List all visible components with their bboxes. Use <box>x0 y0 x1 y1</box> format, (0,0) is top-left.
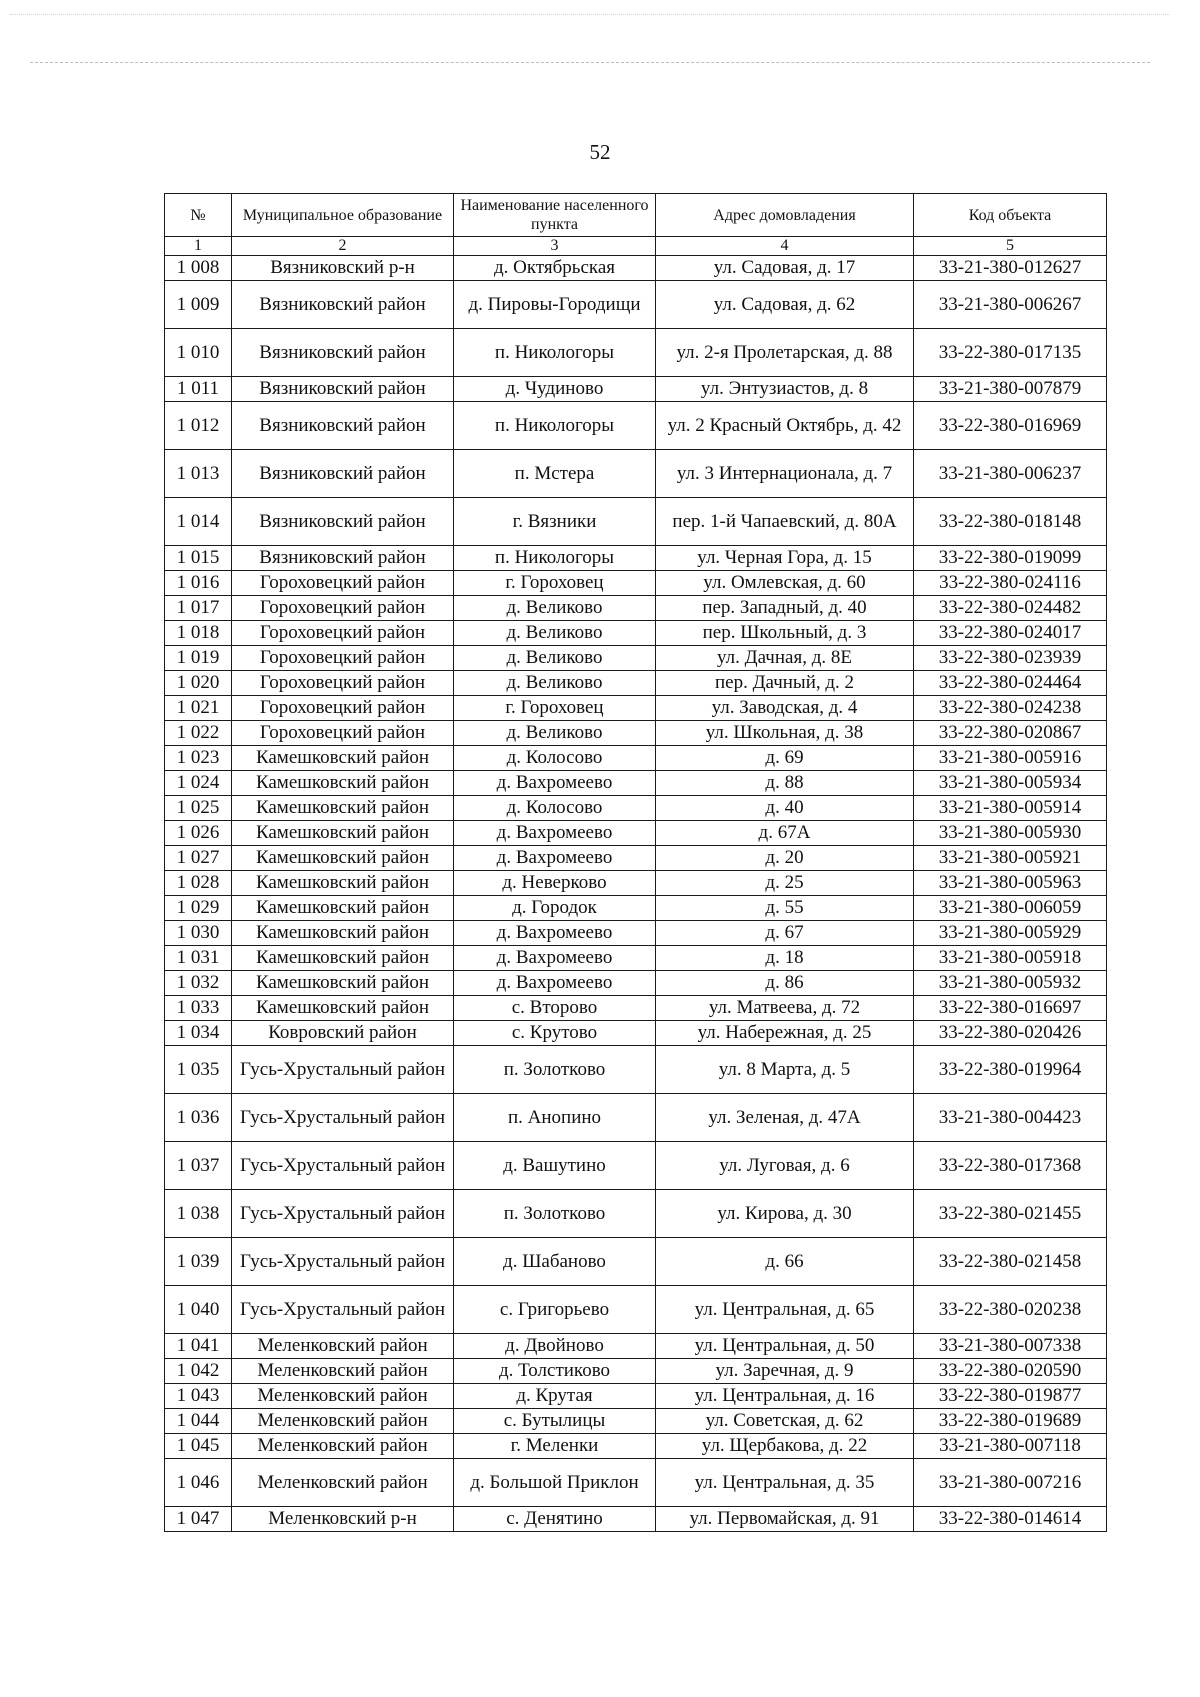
address-cell: пер. Школьный, д. 3 <box>656 621 914 646</box>
address-cell: ул. Центральная, д. 50 <box>656 1334 914 1359</box>
object-code-cell: 33-21-380-007216 <box>914 1459 1107 1507</box>
settlement-cell: г. Вязники <box>454 498 656 546</box>
table-row <box>165 721 1107 746</box>
object-code-cell: 33-22-380-017135 <box>914 329 1107 377</box>
address-cell: д. 67А <box>656 821 914 846</box>
address-cell: ул. Центральная, д. 16 <box>656 1384 914 1409</box>
object-code-cell: 33-22-380-019964 <box>914 1046 1107 1094</box>
table-row <box>165 1094 1107 1142</box>
object-code-cell: 33-22-380-017368 <box>914 1142 1107 1190</box>
municipality-cell: Гусь-Хрустальный район <box>232 1094 454 1142</box>
row-number-cell: 1 044 <box>165 1409 232 1434</box>
address-cell: ул. Центральная, д. 35 <box>656 1459 914 1507</box>
object-code-cell: 33-21-380-005916 <box>914 746 1107 771</box>
page-number: 52 <box>589 140 611 164</box>
row-number-cell: 1 034 <box>165 1021 232 1046</box>
object-code-cell: 33-21-380-006267 <box>914 281 1107 329</box>
municipality-cell: Камешковский район <box>232 746 454 771</box>
settlement-cell: д. Вахромеево <box>454 921 656 946</box>
municipality-cell: Гороховецкий район <box>232 721 454 746</box>
row-number-cell: 1 014 <box>165 498 232 546</box>
row-number-cell: 1 012 <box>165 402 232 450</box>
object-code-cell: 33-22-380-021458 <box>914 1238 1107 1286</box>
row-number-cell: 1 020 <box>165 671 232 696</box>
settlement-cell: д. Октябрьская <box>454 256 656 281</box>
row-number-cell: 1 021 <box>165 696 232 721</box>
table-row <box>165 1359 1107 1384</box>
object-code-cell: 33-21-380-005934 <box>914 771 1107 796</box>
object-code-cell: 33-22-380-020867 <box>914 721 1107 746</box>
settlement-cell: г. Меленки <box>454 1434 656 1459</box>
row-number-cell: 1 033 <box>165 996 232 1021</box>
settlement-cell: д. Толстиково <box>454 1359 656 1384</box>
address-cell: ул. Матвеева, д. 72 <box>656 996 914 1021</box>
column-number: 1 <box>165 237 232 256</box>
settlement-cell: с. Денятино <box>454 1507 656 1532</box>
table-row <box>165 696 1107 721</box>
row-number-cell: 1 037 <box>165 1142 232 1190</box>
table-row <box>165 256 1107 281</box>
register-table <box>164 193 1107 1532</box>
header-municipality: Муниципальное образование <box>232 194 454 237</box>
row-number-cell: 1 031 <box>165 946 232 971</box>
address-cell: д. 67 <box>656 921 914 946</box>
row-number-cell: 1 022 <box>165 721 232 746</box>
settlement-cell: д. Вахромеево <box>454 821 656 846</box>
row-number-cell: 1 013 <box>165 450 232 498</box>
address-cell: ул. Центральная, д. 65 <box>656 1286 914 1334</box>
municipality-cell: Меленковский район <box>232 1459 454 1507</box>
object-code-cell: 33-21-380-005921 <box>914 846 1107 871</box>
table-row <box>165 796 1107 821</box>
table-row <box>165 329 1107 377</box>
table-row <box>165 621 1107 646</box>
address-cell: ул. Дачная, д. 8Е <box>656 646 914 671</box>
object-code-cell: 33-22-380-019877 <box>914 1384 1107 1409</box>
row-number-cell: 1 017 <box>165 596 232 621</box>
table-row <box>165 1142 1107 1190</box>
settlement-cell: д. Пировы-Городищи <box>454 281 656 329</box>
object-code-cell: 33-21-380-005918 <box>914 946 1107 971</box>
settlement-cell: д. Городок <box>454 896 656 921</box>
settlement-cell: д. Вахромеево <box>454 946 656 971</box>
table-row <box>165 1021 1107 1046</box>
object-code-cell: 33-21-380-005932 <box>914 971 1107 996</box>
settlement-cell: г. Гороховец <box>454 696 656 721</box>
object-code-cell: 33-21-380-012627 <box>914 256 1107 281</box>
object-code-cell: 33-22-380-024238 <box>914 696 1107 721</box>
address-cell: ул. 2 Красный Октябрь, д. 42 <box>656 402 914 450</box>
object-code-cell: 33-22-380-018148 <box>914 498 1107 546</box>
object-code-cell: 33-21-380-007879 <box>914 377 1107 402</box>
row-number-cell: 1 030 <box>165 921 232 946</box>
row-number-cell: 1 038 <box>165 1190 232 1238</box>
object-code-cell: 33-21-380-005963 <box>914 871 1107 896</box>
municipality-cell: Камешковский район <box>232 921 454 946</box>
settlement-cell: д. Колосово <box>454 796 656 821</box>
table-row <box>165 946 1107 971</box>
settlement-cell: д. Колосово <box>454 746 656 771</box>
settlement-cell: г. Гороховец <box>454 571 656 596</box>
table-row <box>165 377 1107 402</box>
address-cell: ул. Заводская, д. 4 <box>656 696 914 721</box>
object-code-cell: 33-22-380-020238 <box>914 1286 1107 1334</box>
address-cell: д. 69 <box>656 746 914 771</box>
row-number-cell: 1 015 <box>165 546 232 571</box>
settlement-cell: п. Мстера <box>454 450 656 498</box>
municipality-cell: Вязниковский р-н <box>232 256 454 281</box>
object-code-cell: 33-22-380-019689 <box>914 1409 1107 1434</box>
address-cell: д. 66 <box>656 1238 914 1286</box>
row-number-cell: 1 027 <box>165 846 232 871</box>
table-row <box>165 746 1107 771</box>
table-row <box>165 1459 1107 1507</box>
address-cell: ул. Энтузиастов, д. 8 <box>656 377 914 402</box>
settlement-cell: д. Великово <box>454 621 656 646</box>
settlement-cell: п. Золотково <box>454 1190 656 1238</box>
settlement-cell: д. Вахромеево <box>454 971 656 996</box>
table-row <box>165 1046 1107 1094</box>
row-number-cell: 1 045 <box>165 1434 232 1459</box>
object-code-cell: 33-21-380-004423 <box>914 1094 1107 1142</box>
scan-artifact-line <box>30 62 1150 63</box>
table-row <box>165 921 1107 946</box>
row-number-cell: 1 042 <box>165 1359 232 1384</box>
settlement-cell: д. Вахромеево <box>454 846 656 871</box>
address-cell: ул. Луговая, д. 6 <box>656 1142 914 1190</box>
row-number-cell: 1 047 <box>165 1507 232 1532</box>
municipality-cell: Меленковский район <box>232 1384 454 1409</box>
table-row <box>165 450 1107 498</box>
address-cell: д. 18 <box>656 946 914 971</box>
table-row <box>165 1190 1107 1238</box>
settlement-cell: п. Анопино <box>454 1094 656 1142</box>
settlement-cell: д. Великово <box>454 671 656 696</box>
row-number-cell: 1 028 <box>165 871 232 896</box>
settlement-cell: д. Вахромеево <box>454 771 656 796</box>
table-row <box>165 996 1107 1021</box>
object-code-cell: 33-22-380-020590 <box>914 1359 1107 1384</box>
row-number-cell: 1 043 <box>165 1384 232 1409</box>
municipality-cell: Меленковский р-н <box>232 1507 454 1532</box>
settlement-cell: с. Григорьево <box>454 1286 656 1334</box>
address-cell: ул. Первомайская, д. 91 <box>656 1507 914 1532</box>
object-code-cell: 33-22-380-014614 <box>914 1507 1107 1532</box>
address-cell: ул. Зеленая, д. 47А <box>656 1094 914 1142</box>
table-row <box>165 871 1107 896</box>
settlement-cell: д. Чудиново <box>454 377 656 402</box>
object-code-cell: 33-22-380-016697 <box>914 996 1107 1021</box>
settlement-cell: д. Двойново <box>454 1334 656 1359</box>
settlement-cell: д. Великово <box>454 646 656 671</box>
municipality-cell: Гусь-Хрустальный район <box>232 1190 454 1238</box>
header-row <box>165 194 1107 237</box>
object-code-cell: 33-22-380-021455 <box>914 1190 1107 1238</box>
address-cell: пер. Дачный, д. 2 <box>656 671 914 696</box>
municipality-cell: Камешковский район <box>232 771 454 796</box>
row-number-cell: 1 018 <box>165 621 232 646</box>
object-code-cell: 33-21-380-005930 <box>914 821 1107 846</box>
municipality-cell: Меленковский район <box>232 1409 454 1434</box>
municipality-cell: Камешковский район <box>232 796 454 821</box>
object-code-cell: 33-21-380-006237 <box>914 450 1107 498</box>
address-cell: ул. Омлевская, д. 60 <box>656 571 914 596</box>
row-number-cell: 1 039 <box>165 1238 232 1286</box>
municipality-cell: Ковровский район <box>232 1021 454 1046</box>
header-address: Адрес домовладения <box>656 194 914 237</box>
row-number-cell: 1 019 <box>165 646 232 671</box>
table-row <box>165 1507 1107 1532</box>
table-row <box>165 771 1107 796</box>
municipality-cell: Камешковский район <box>232 946 454 971</box>
object-code-cell: 33-22-380-020426 <box>914 1021 1107 1046</box>
table-row <box>165 498 1107 546</box>
address-cell: ул. Садовая, д. 17 <box>656 256 914 281</box>
settlement-cell: с. Крутово <box>454 1021 656 1046</box>
header-code: Код объекта <box>914 194 1107 237</box>
table-row <box>165 281 1107 329</box>
table-row <box>165 596 1107 621</box>
municipality-cell: Гороховецкий район <box>232 621 454 646</box>
municipality-cell: Вязниковский район <box>232 377 454 402</box>
row-number-cell: 1 026 <box>165 821 232 846</box>
municipality-cell: Вязниковский район <box>232 329 454 377</box>
object-code-cell: 33-21-380-005929 <box>914 921 1107 946</box>
address-cell: пер. Западный, д. 40 <box>656 596 914 621</box>
municipality-cell: Гороховецкий район <box>232 596 454 621</box>
object-code-cell: 33-22-380-023939 <box>914 646 1107 671</box>
column-number: 3 <box>454 237 656 256</box>
municipality-cell: Гусь-Хрустальный район <box>232 1286 454 1334</box>
municipality-cell: Камешковский район <box>232 871 454 896</box>
table-row <box>165 971 1107 996</box>
column-number: 2 <box>232 237 454 256</box>
table-row <box>165 1409 1107 1434</box>
municipality-cell: Вязниковский район <box>232 450 454 498</box>
settlement-cell: п. Золотково <box>454 1046 656 1094</box>
municipality-cell: Меленковский район <box>232 1334 454 1359</box>
address-cell: ул. Советская, д. 62 <box>656 1409 914 1434</box>
table-row <box>165 671 1107 696</box>
municipality-cell: Гусь-Хрустальный район <box>232 1046 454 1094</box>
object-code-cell: 33-21-380-005914 <box>914 796 1107 821</box>
address-cell: пер. 1-й Чапаевский, д. 80А <box>656 498 914 546</box>
table-row <box>165 1286 1107 1334</box>
table-row <box>165 821 1107 846</box>
row-number-cell: 1 029 <box>165 896 232 921</box>
settlement-cell: д. Большой Приклон <box>454 1459 656 1507</box>
object-code-cell: 33-22-380-024116 <box>914 571 1107 596</box>
row-number-cell: 1 024 <box>165 771 232 796</box>
scan-artifact-top <box>10 14 1170 15</box>
object-code-cell: 33-21-380-006059 <box>914 896 1107 921</box>
municipality-cell: Гороховецкий район <box>232 646 454 671</box>
object-code-cell: 33-22-380-024464 <box>914 671 1107 696</box>
settlement-cell: п. Никологоры <box>454 329 656 377</box>
municipality-cell: Камешковский район <box>232 821 454 846</box>
header-settlement: Наименование населенного пункта <box>454 194 656 237</box>
row-number-cell: 1 032 <box>165 971 232 996</box>
settlement-cell: с. Бутылицы <box>454 1409 656 1434</box>
municipality-cell: Вязниковский район <box>232 281 454 329</box>
address-cell: ул. 2-я Пролетарская, д. 88 <box>656 329 914 377</box>
row-number-cell: 1 025 <box>165 796 232 821</box>
table-row <box>165 896 1107 921</box>
row-number-cell: 1 010 <box>165 329 232 377</box>
municipality-cell: Гороховецкий район <box>232 671 454 696</box>
table-row <box>165 1384 1107 1409</box>
table-row <box>165 571 1107 596</box>
address-cell: д. 40 <box>656 796 914 821</box>
address-cell: ул. Школьная, д. 38 <box>656 721 914 746</box>
address-cell: ул. Щербакова, д. 22 <box>656 1434 914 1459</box>
municipality-cell: Гусь-Хрустальный район <box>232 1142 454 1190</box>
row-number-cell: 1 016 <box>165 571 232 596</box>
row-number-cell: 1 008 <box>165 256 232 281</box>
row-number-cell: 1 035 <box>165 1046 232 1094</box>
object-code-cell: 33-22-380-019099 <box>914 546 1107 571</box>
table-row <box>165 1434 1107 1459</box>
settlement-cell: д. Великово <box>454 596 656 621</box>
settlement-cell: с. Второво <box>454 996 656 1021</box>
settlement-cell: д. Неверково <box>454 871 656 896</box>
address-cell: д. 20 <box>656 846 914 871</box>
table-row <box>165 846 1107 871</box>
table-row <box>165 546 1107 571</box>
object-code-cell: 33-22-380-024017 <box>914 621 1107 646</box>
settlement-cell: д. Вашутино <box>454 1142 656 1190</box>
settlement-cell: п. Никологоры <box>454 546 656 571</box>
row-number-cell: 1 009 <box>165 281 232 329</box>
municipality-cell: Вязниковский район <box>232 546 454 571</box>
municipality-cell: Меленковский район <box>232 1359 454 1384</box>
settlement-cell: д. Крутая <box>454 1384 656 1409</box>
object-code-cell: 33-21-380-007118 <box>914 1434 1107 1459</box>
object-code-cell: 33-22-380-016969 <box>914 402 1107 450</box>
row-number-cell: 1 046 <box>165 1459 232 1507</box>
header-number: № <box>165 194 232 237</box>
address-cell: ул. Заречная, д. 9 <box>656 1359 914 1384</box>
table-row <box>165 1238 1107 1286</box>
municipality-cell: Вязниковский район <box>232 402 454 450</box>
municipality-cell: Гусь-Хрустальный район <box>232 1238 454 1286</box>
row-number-cell: 1 011 <box>165 377 232 402</box>
address-cell: ул. 8 Марта, д. 5 <box>656 1046 914 1094</box>
column-number: 4 <box>656 237 914 256</box>
row-number-cell: 1 023 <box>165 746 232 771</box>
settlement-cell: д. Великово <box>454 721 656 746</box>
address-cell: д. 55 <box>656 896 914 921</box>
table-body <box>165 256 1107 1532</box>
column-number: 5 <box>914 237 1107 256</box>
address-cell: ул. Набережная, д. 25 <box>656 1021 914 1046</box>
address-cell: д. 88 <box>656 771 914 796</box>
table-row <box>165 1334 1107 1359</box>
address-cell: ул. 3 Интернационала, д. 7 <box>656 450 914 498</box>
address-cell: д. 86 <box>656 971 914 996</box>
address-cell: ул. Черная Гора, д. 15 <box>656 546 914 571</box>
address-cell: ул. Садовая, д. 62 <box>656 281 914 329</box>
row-number-cell: 1 036 <box>165 1094 232 1142</box>
column-number-row <box>165 237 1107 256</box>
settlement-cell: п. Никологоры <box>454 402 656 450</box>
municipality-cell: Камешковский район <box>232 846 454 871</box>
municipality-cell: Камешковский район <box>232 996 454 1021</box>
table-row <box>165 646 1107 671</box>
row-number-cell: 1 040 <box>165 1286 232 1334</box>
municipality-cell: Гороховецкий район <box>232 571 454 596</box>
municipality-cell: Гороховецкий район <box>232 696 454 721</box>
municipality-cell: Камешковский район <box>232 971 454 996</box>
object-code-cell: 33-22-380-024482 <box>914 596 1107 621</box>
object-code-cell: 33-21-380-007338 <box>914 1334 1107 1359</box>
municipality-cell: Камешковский район <box>232 896 454 921</box>
address-cell: д. 25 <box>656 871 914 896</box>
municipality-cell: Меленковский район <box>232 1434 454 1459</box>
table-row <box>165 402 1107 450</box>
municipality-cell: Вязниковский район <box>232 498 454 546</box>
address-cell: ул. Кирова, д. 30 <box>656 1190 914 1238</box>
row-number-cell: 1 041 <box>165 1334 232 1359</box>
settlement-cell: д. Шабаново <box>454 1238 656 1286</box>
